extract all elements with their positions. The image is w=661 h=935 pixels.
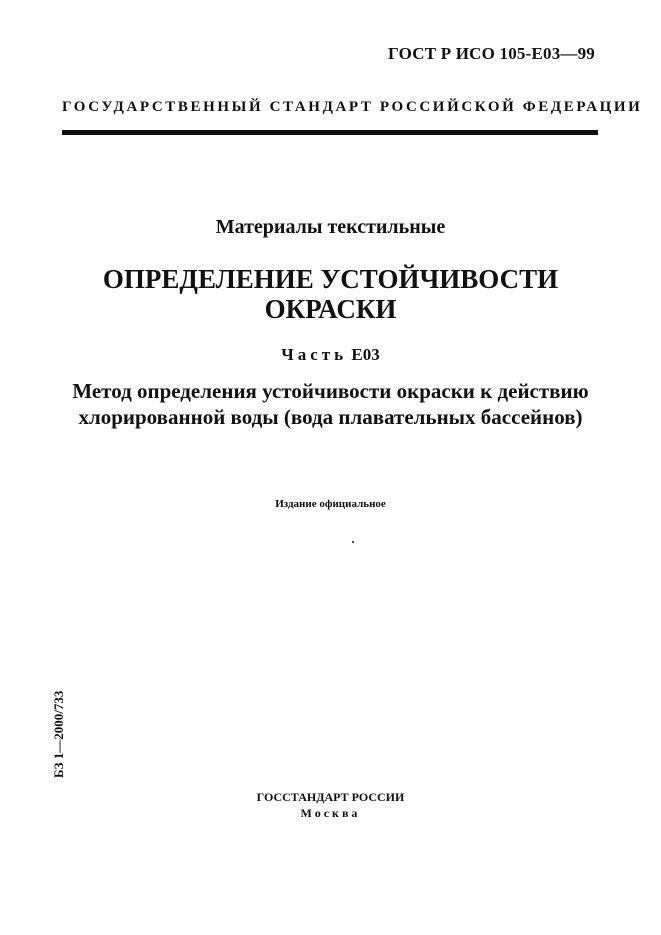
main-title-line-1: ОПРЕДЕЛЕНИЕ УСТОЙЧИВОСТИ: [102, 264, 559, 294]
publisher-block: [0, 789, 661, 821]
subtitle-line-2: хлорированной воды (вода плавательных бассейнов): [78, 405, 583, 429]
main-title-line-2: ОКРАСКИ: [264, 294, 397, 324]
side-code: БЗ 1—2000/733: [51, 690, 66, 778]
header-rule: [62, 130, 598, 135]
subtitle: [0, 378, 661, 430]
main-title: [0, 264, 661, 324]
document-code: ГОСТ Р ИСО 105-Е03—99: [388, 44, 595, 63]
part-word: Часть: [281, 345, 348, 364]
part-heading: [0, 345, 661, 365]
subtitle-line-1: Метод определения устойчивости окраски к действию: [72, 379, 589, 403]
part-number: Е03: [351, 345, 380, 364]
standard-header: ГОСУДАРСТВЕННЫЙ СТАНДАРТ РОССИЙСКОЙ ФЕДЕРАЦИИ: [62, 99, 643, 115]
scan-speck: [352, 541, 354, 543]
publisher-city: Москва: [300, 806, 361, 820]
category-title: Материалы текстильные: [215, 216, 446, 238]
edition-label: Издание официальное: [275, 498, 386, 510]
publisher-name: ГОССТАНДАРТ РОССИИ: [256, 790, 405, 804]
